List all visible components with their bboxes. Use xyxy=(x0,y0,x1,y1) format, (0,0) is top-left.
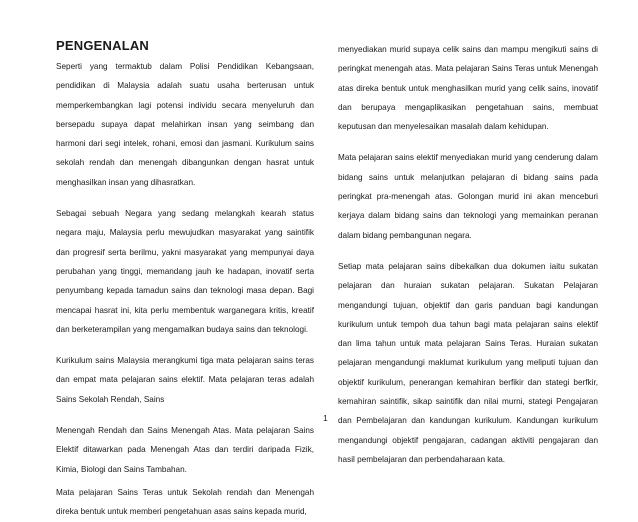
paragraph: Menengah Rendah dan Sains Menengah Atas. Mata pelajaran Sains Elektif ditawarkan pada Menengah Atas dan terdiri daripada Fizik, Kimia, Biologi dan Sains Tambahan. xyxy=(56,426,314,474)
page-number: 1 xyxy=(323,413,328,423)
right-column xyxy=(338,40,598,469)
paragraph: Setiap mata pelajaran sains dibekalkan dua dokumen iaitu sukatan pelajaran dan huraian sukatan pelajaran. Sukatan Pelajaran mengandungi tujuan, objektif dan garis panduan bagi kandungan kurikulum untuk tempoh dua tahun bagi mata pelajaran sains elektif dan lima tahun untuk mata pelajaran Sains Teras. Huraian sukatan pelajaran mengandungi maklumat kurikulum yang meliputi tujuan dan objektif kurikulum, penerangan kemahiran berfikir dan stategi berfkir, kemahiran saintifik, sikap saintifik dan nilai murni, stategi Pengajaran dan Pembelajaran dan kandungan kurikulum. Kandungan kurikulum mengandungi objektif pengajaran, cadangan aktiviti pengajaran dan hasil pembelajaran dan perbendaharaan kata. xyxy=(338,261,598,464)
paragraph: Seperti yang termaktub dalam Polisi Pendidikan Kebangsaan, pendidikan di Malaysia adalah suatu usaha berterusan untuk memperkembangkan lagi potensi individu secara menyeluruh dan bersepadu supaya dapat melahirkan insan yang seimbang dan harmoni dari segi intelek, rohani, emosi dan jasmani. Kurikulum sains sekolah rendah dan menengah dibangunkan dengan hasrat untuk menghasilkan insan yang dihasratkan. xyxy=(56,62,314,187)
paragraph: Sebagai sebuah Negara yang sedang melangkah kearah status negara maju, Malaysia perlu mewujudkan masyarakat yang saintifik dan progresif serta berilmu, yakni masyarakat yang mempunyai daya perubahan yang tinggi, memandang jauh ke hadapan, inovatif serta penyumbang kepada tamadun sains dan teknologi masa depan. Bagi mencapai hasrat ini, kita perlu membentuk warganegara kritis, kreatif dan berketerampilan yang mengamalkan budaya sains dan teknologi. xyxy=(56,209,314,334)
paragraph: menyediakan murid supaya celik sains dan mampu mengikuti sains di peringkat menengah atas. Mata pelajaran Sains Teras untuk Menengah atas direka bentuk untuk menghasilkan murid yang celik sains, inovatif dan berupaya mengaplikasikan pengetahuan sains, membuat keputusan dan menyelesaikan masalah dalam kehidupan. xyxy=(338,45,598,132)
section-heading: PENGENALAN xyxy=(56,38,150,53)
paragraph: Mata pelajaran Sains Teras untuk Sekolah rendah dan Menengah direka bentuk untuk memberi pengetahuan asas sains kepada murid, xyxy=(56,487,314,517)
paragraph: Kurikulum sains Malaysia merangkumi tiga mata pelajaran sains teras dan empat mata pelajaran sains elektif. Mata pelajaran teras adalah Sains Sekolah Rendah, Sains xyxy=(56,356,314,404)
paragraph: Mata pelajaran sains elektif menyediakan murid yang cenderung dalam bidang sains untuk melanjutkan pelajaran di bidang sains pada peringkat pra-menengah atas. Golongan murid ini akan menceburi kerjaya dalam bidang sains dan teknologi yang memainkan peranan dalam bidang pembangunan negara. xyxy=(338,153,598,240)
